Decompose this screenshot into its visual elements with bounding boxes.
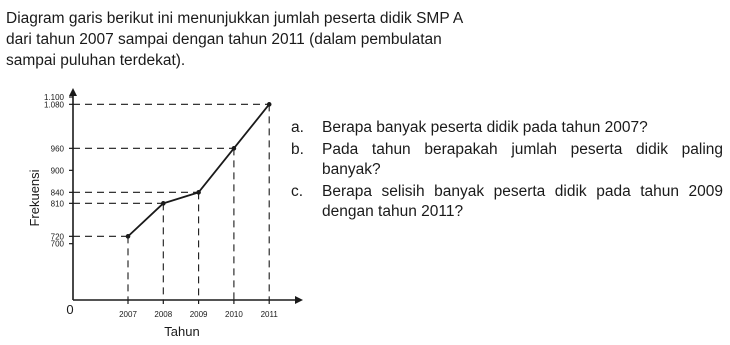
intro-line-3: sampai puluhan terdekat). [6,52,186,69]
x-tick-label: 2009 [189,310,208,319]
y-tick-label: 720 [50,232,64,242]
y-tick-label: 810 [50,199,64,209]
question-letter: b. [291,140,304,158]
question-text: Berapa selisih banyak peserta didik pada tahun 2009 dengan tahun 2011? [322,182,723,220]
x-tick-label: 2008 [154,310,173,319]
data-point [196,190,201,195]
chart-guide-lines [73,104,269,300]
intro-line-2: dari tahun 2007 sampai dengan tahun 2011 (dalam pembulatan [6,31,442,48]
y-tick-label: 840 [50,188,64,198]
data-point [161,201,166,206]
x-tick-label: 2011 [260,310,278,319]
y-axis-arrow [69,88,77,96]
data-point [232,146,237,151]
question-item [291,182,723,223]
origin-label: 0 [66,302,74,317]
question-text: Pada tahun berapakah jumlah peserta didik paling banyak? [322,140,723,178]
x-axis-title: Tahun [164,324,200,339]
y-tick-label: 960 [50,144,64,154]
chart-labels [27,93,278,339]
x-tick-label: 2007 [119,310,137,319]
question-letter: a. [291,119,304,136]
question-item [291,118,723,139]
question-letter: c. [291,182,304,200]
data-point [267,102,272,107]
y-tick-label: 1.080 [43,100,64,110]
x-axis-arrow [295,296,303,304]
question-list [291,118,723,224]
y-tick-label: 900 [50,166,64,176]
intro-line-1: Diagram garis berikut ini menunjukkan jumlah peserta didik SMP A [6,10,464,27]
y-tick-label: 700 [50,239,64,249]
y-axis-title: Frekuensi [27,169,42,227]
question-item [291,140,723,181]
chart-ticks [69,97,269,304]
question-text: Berapa banyak peserta didik pada tahun 2007? [322,119,648,136]
x-tick-label: 2010 [225,310,243,319]
data-point [126,234,131,239]
y-tick-label: 1.100 [43,93,64,102]
